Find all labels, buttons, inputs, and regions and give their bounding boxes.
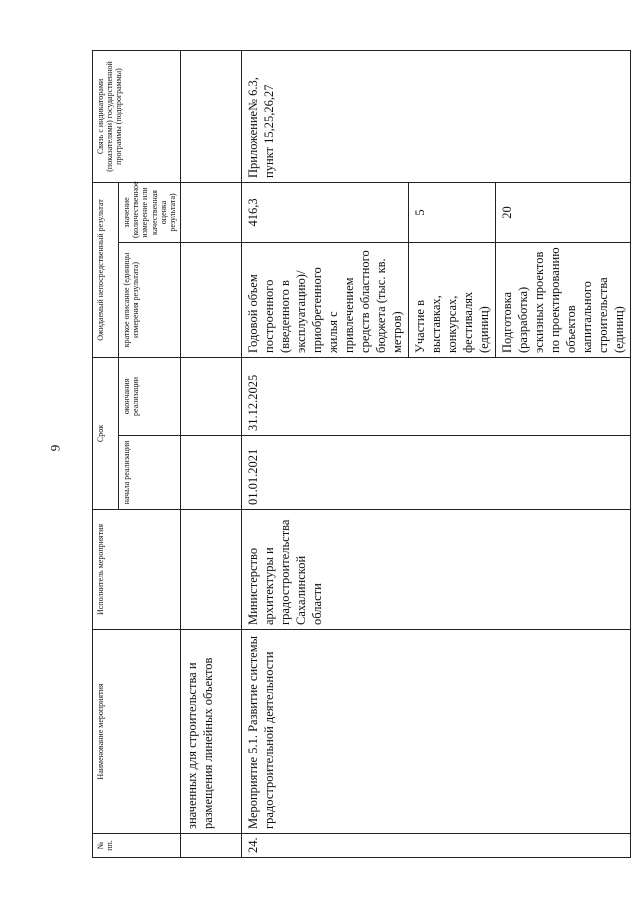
- row-executor: Министерство архитектуры и градостроительства Сахалинской области: [242, 510, 631, 630]
- header-link: Связь с индикаторами (показателями) государственной программы (подпрограммы): [93, 50, 181, 182]
- row-end: 31.12.2025: [242, 357, 631, 435]
- row-result-desc: Годовой объем построенного (введенного в эксплуатацию)/ приобретенного жилья с привлечением средств областного бюджета (тыс. кв. метров): [242, 242, 409, 357]
- row-start: 01.01.2021: [242, 436, 631, 510]
- row-result-desc: [181, 242, 242, 357]
- rotated-table-container: [92, 51, 627, 858]
- header-end: окончания реализации: [119, 357, 181, 435]
- header-num: № пп.: [93, 834, 181, 858]
- row-result-value: 416,3: [242, 182, 409, 242]
- header-executor: Исполнитель мероприятия: [93, 510, 181, 630]
- row-num: [181, 834, 242, 858]
- row-link: [181, 50, 242, 182]
- row-result-value: 5: [409, 182, 496, 242]
- row-link: Приложение№ 6.3, пункт 15,25,26,27: [242, 50, 631, 182]
- row-num: 24.: [242, 834, 631, 858]
- header-period: Срок: [93, 357, 119, 509]
- header-result-desc: краткое описание (единицы измерения результата): [119, 242, 181, 357]
- row-result-value: 20: [496, 182, 631, 242]
- header-start: начала реализации: [119, 436, 181, 510]
- row-result-value: [181, 182, 242, 242]
- program-table: [92, 50, 631, 858]
- row-start: [181, 436, 242, 510]
- table-row: [181, 50, 242, 857]
- table-row: [242, 50, 409, 857]
- row-executor: [181, 510, 242, 630]
- header-name: Наименование мероприятия: [93, 630, 181, 834]
- row-result-desc: Подготовка (разработка) эскизных проектов по проектированию объектов капитального строительства (единиц): [496, 242, 631, 357]
- row-result-desc: Участие в выставках, конкурсах, фестивалях (единиц): [409, 242, 496, 357]
- header-result-value: значение (количественное измерение или качественная оценка результата): [119, 182, 181, 242]
- row-name: Мероприятие 5.1. Развитие системы градостроительной деятельности: [242, 630, 631, 834]
- row-end: [181, 357, 242, 435]
- header-result: Ожидаемый непосредственный результат: [93, 182, 119, 357]
- page-number: 9: [47, 444, 63, 452]
- row-name: значенных для строительства и размещения линейных объектов: [181, 630, 242, 834]
